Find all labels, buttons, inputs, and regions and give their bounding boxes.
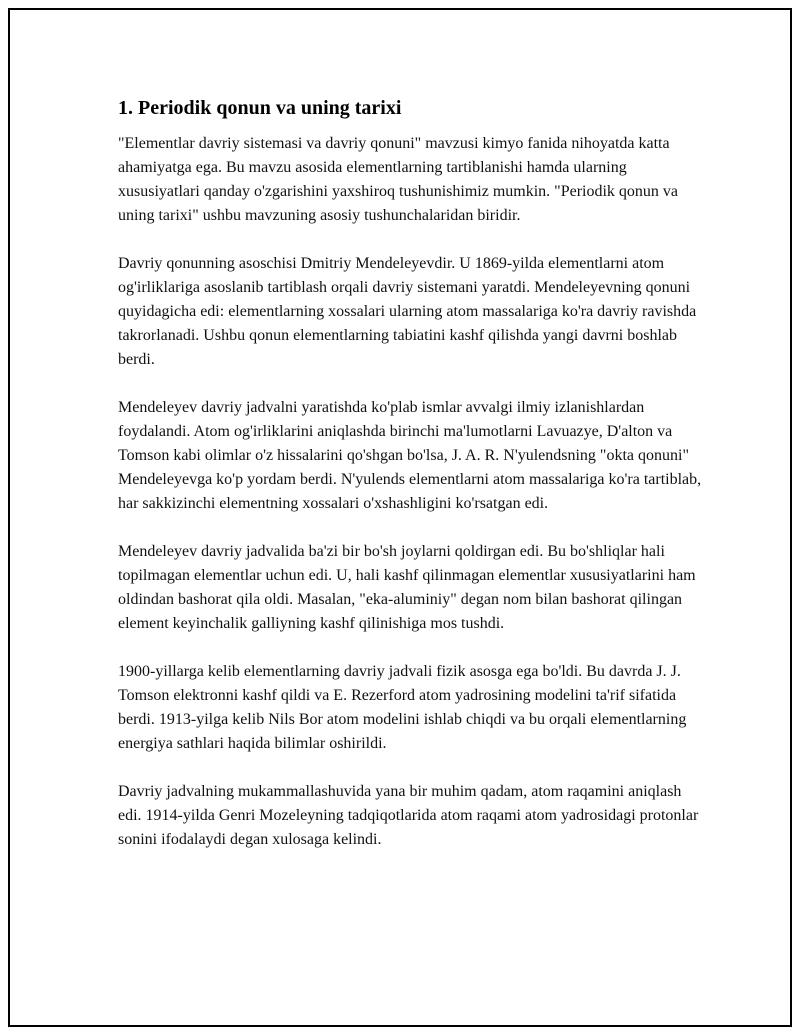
paragraph-physics: 1900-yillarga kelib elementlarning davriy jadvali fizik asosga ega bo'ldi. Bu davrda J. J. Tomson elektronni kashf qildi va E. Rezerford atom yadrosining modelini ta'rif sifatida berdi. 1913-yilga kelib Nils Bor atom modelini ishlab chiqdi va bu orqali elementlarning energiya sathlari haqida bilimlar oshirildi. xyxy=(118,663,687,752)
section-heading: 1. Periodik qonun va uning tarixi xyxy=(118,97,402,119)
paragraph-atomic-number: Davriy jadvalning mukammallashuvida yana bir muhim qadam, atom raqamini aniqlash edi. 1914-yilda Genri Mozeleyning tadqiqotlarida atom raqami atom yadrosidagi protonlar sonini ifodalaydi degan xulosaga kelindi. xyxy=(118,783,699,848)
paragraph-intro: "Elementlar davriy sistemasi va davriy qonuni" mavzusi kimyo fanida nihoyatda katta ahamiyatga ega. Bu mavzu asosida elementlarning tartiblanishi hamda ularning xususiyatlari qanday o'zgarishini yaxshiroq tushunishimiz mumkin. "Periodik qonun va uning tarixi" ushbu mavzuning asosiy tushunchalaridan biridir. xyxy=(118,135,679,224)
paragraph-predecessors: Mendeleyev davriy jadvalni yaratishda ko'plab ismlar avvalgi ilmiy izlanishlardan foydalandi. Atom og'irliklarini aniqlashda birinchi ma'lumotlarni Lavuazye, D'alton va Tomson kabi olimlar o'z hissalarini qo'shgan bo'lsa, J. A. R. N'yulendsning "okta qonuni" Mendeleyevga ko'p yordam berdi. N'yulends elementlarni atom massalariga ko'ra tartiblab, har sakkizinchi elementning xossalari o'xshashligini ko'rsatgan edi. xyxy=(118,399,702,512)
page-frame xyxy=(8,8,792,1027)
document-body xyxy=(118,96,702,876)
paragraph-mendeleyev: Davriy qonunning asoschisi Dmitriy Mendeleyevdir. U 1869-yilda elementlarni atom og'irliklariga asoslanib tartiblash orqali davriy sistemani yaratdi. Mendeleyevning qonuni quyidagicha edi: elementlarning xossalari ularning atom massalariga ko'ra davriy ravishda takrorlanadi. Ushbu qonun elementlarning tabiatini kashf qilishda yangi davrni boshlab berdi. xyxy=(118,255,697,368)
paragraph-gaps: Mendeleyev davriy jadvalida ba'zi bir bo'sh joylarni qoldirgan edi. Bu bo'shliqlar hali topilmagan elementlar uchun edi. U, hali kashf qilinmagan elementlar xususiyatlarini ham oldindan bashorat qila oldi. Masalan, "eka-aluminiy" degan nom bilan bashorat qilingan element keyinchalik galliyning kashf qilinishiga mos tushdi. xyxy=(118,543,696,632)
